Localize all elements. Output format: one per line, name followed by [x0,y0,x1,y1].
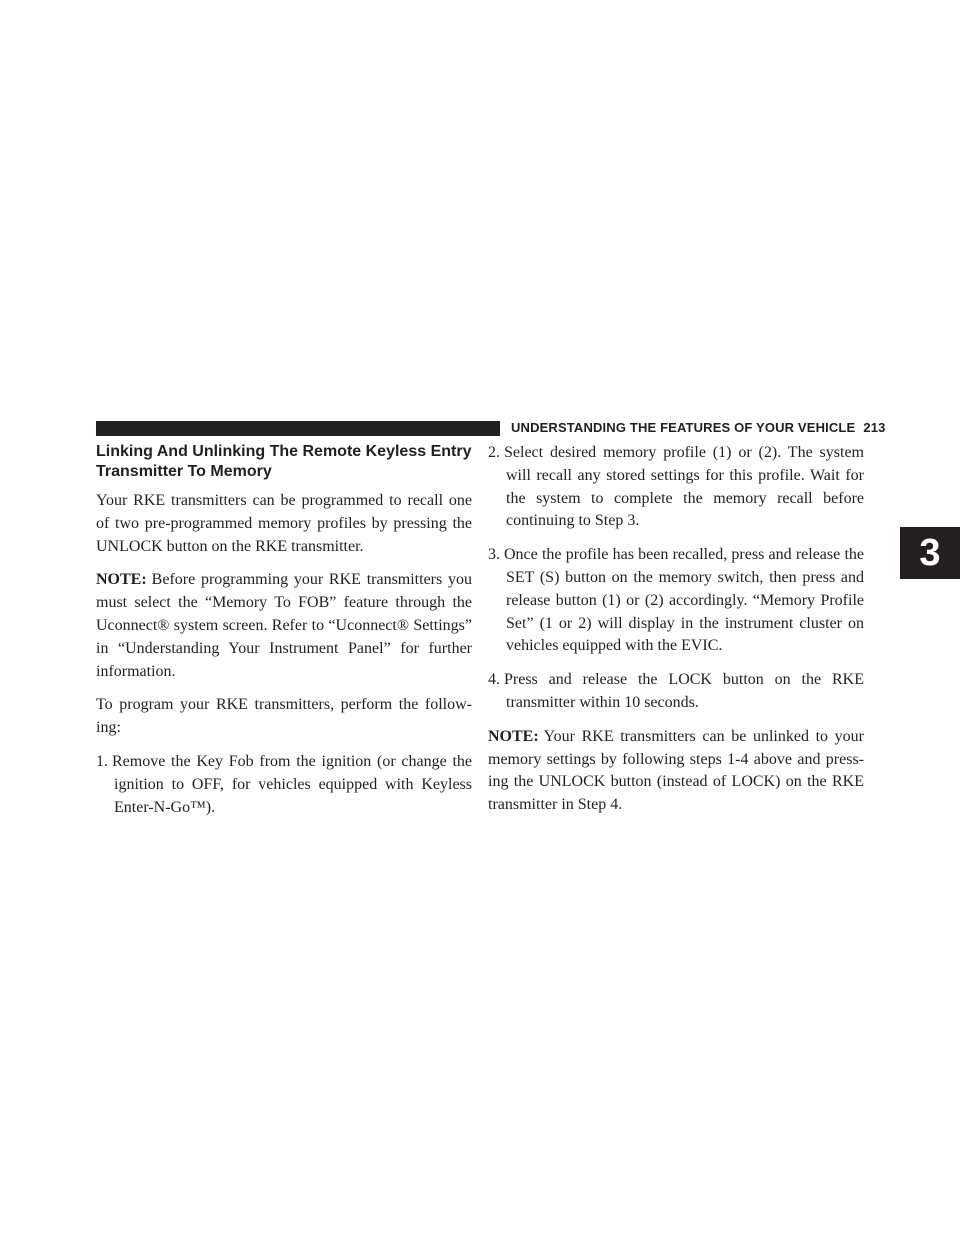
list-item-step-3 [488,544,864,658]
note-text: Your RKE transmitters can be unlinked to your memory settings by following steps 1-4 above and press-ing the UNLOCK button (instead of LOCK) on the RKE transmitter in Step 4. [488,727,864,814]
list-item-step-1 [96,751,472,819]
note-label: NOTE: [488,727,539,745]
note-text: Before programming your RKE transmitters you must select the “Memory To FOB” feature through the Uconnect® system screen. Refer to “Uconnect® Settings” in “Understanding Your Instrument Panel” for further information. [96,571,472,680]
running-head-title: UNDERSTANDING THE FEATURES OF YOUR VEHICLE [511,420,856,435]
page-number: 213 [863,420,886,435]
step-text: Once the profile has been recalled, press and release the SET (S) button on the memory switch, then press and release button (1) or (2) accordingly. “Memory Profile Set” (1 or 2) will display in the instrument cluster on vehicles equipped with the EVIC. [504,546,864,655]
step-text: Press and release the LOCK button on the RKE transmitter within 10 seconds. [504,671,864,711]
step-number: 1. [96,752,108,770]
running-head [511,419,886,437]
list-item-step-4 [488,669,864,715]
list-item-step-2 [488,442,864,533]
note-paragraph [96,569,472,683]
step-number: 3. [488,546,500,564]
chapter-tab: 3 [900,527,960,579]
step-number: 4. [488,671,500,689]
step-text: Remove the Key Fob from the ignition (or change the ignition to OFF, for vehicles equipped with Keyless Enter-N-Go™). [112,752,472,816]
intro-paragraph: Your RKE transmitters can be programmed to recall one of two pre-programmed memory profiles by pressing the UNLOCK button on the RKE transmitter. [96,492,472,555]
left-column [96,442,472,830]
step-number: 2. [488,444,500,461]
note-label: NOTE: [96,571,147,589]
right-column [488,442,864,828]
section-heading: Linking And Unlinking The Remote Keyless Entry Transmitter To Memory [96,443,472,480]
lead-in-paragraph: To program your RKE transmitters, perform the follow-ing: [96,696,472,737]
steps-list-right [488,442,864,715]
step-text: Select desired memory profile (1) or (2). The system will recall any stored settings for this profile. Wait for the system to complete the memory recall before continuing to Step 3. [504,444,864,530]
header-rule-bar [96,421,500,436]
note-paragraph [488,726,864,817]
steps-list-left [96,751,472,819]
